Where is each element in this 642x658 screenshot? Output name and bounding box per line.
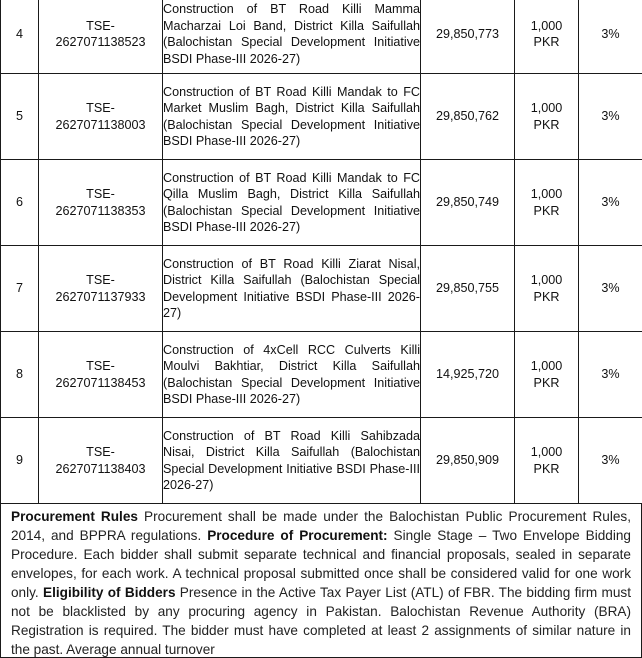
serial-number-cell: 5 [1,74,39,160]
tender-id-cell [39,332,163,418]
estimated-cost-cell: 29,850,762 [421,74,515,160]
tender-id-prefix: TSE- [39,444,162,461]
tender-id-number: 2627071138453 [39,375,162,392]
table-row [1,418,642,504]
work-description-cell: Construction of BT Road Killi Mamma Macharzai Loi Band, District Killa Saifullah (Balochistan Special Development Initiative BSDI Phase-III 2026-27) [163,0,421,74]
procedure-heading: Procedure of Procurement: [207,528,387,543]
procurement-rules-text: Procurement shall be made under the Balochistan Public Procurement Rules, 2014, and BPPRA regulations. [11,509,631,543]
tender-fee-amount: 1,000 [515,272,578,289]
tender-id-prefix: TSE- [39,272,162,289]
tender-id-number: 2627071138353 [39,203,162,220]
estimated-cost-cell: 29,850,755 [421,246,515,332]
serial-number-cell: 8 [1,332,39,418]
tender-id-prefix: TSE- [39,100,162,117]
tender-id-number: 2627071137933 [39,289,162,306]
work-description-cell: Construction of 4xCell RCC Culverts Killi Moulvi Bakhtiar, District Killa Saifullah (Balochistan Special Development Initiative BSDI Phase-III 2026-27) [163,332,421,418]
table-row [1,0,642,74]
procedure-text: Single Stage – Two Envelope Bidding Procedure. Each bidder shall submit separate technical and financial proposals, sealed in separate envelopes, for each work. A technical proposal submitted once shall be considered valid for one work only. [11,528,631,600]
tender-id-number: 2627071138523 [39,34,162,51]
estimated-cost-cell: 29,850,749 [421,160,515,246]
bid-security-cell: 3% [579,0,642,74]
bid-security-cell: 3% [579,246,642,332]
tender-fee-amount: 1,000 [515,444,578,461]
tender-fee-currency: PKR [515,34,578,51]
tender-fee-cell [515,418,579,504]
tender-id-prefix: TSE- [39,18,162,35]
estimated-cost-cell: 29,850,909 [421,418,515,504]
tender-fee-currency: PKR [515,203,578,220]
bid-security-cell: 3% [579,418,642,504]
eligibility-heading: Eligibility of Bidders [43,585,175,600]
serial-number-cell: 7 [1,246,39,332]
eligibility-text: Presence in the Active Tax Payer List (ATL) of FBR. The bidding firm must not be blacklisted by any procuring agency in Pakistan. Balochistan Revenue Authority (BRA) Registration is required. The bidder must have completed at least 2 assignments of similar nature in the past. Average annual turnover [11,585,631,657]
tender-id-prefix: TSE- [39,358,162,375]
estimated-cost-cell: 29,850,773 [421,0,515,74]
tender-fee-currency: PKR [515,461,578,478]
table-row [1,74,642,160]
tender-id-cell [39,246,163,332]
tender-fee-cell [515,246,579,332]
work-description-cell: Construction of BT Road Killi Ziarat Nisal, District Killa Saifullah (Balochistan Special Development Initiative BSDI Phase-III 2026-27) [163,246,421,332]
tender-fee-cell [515,74,579,160]
tender-id-cell [39,418,163,504]
work-description-cell: Construction of BT Road Killi Mandak to FC Qilla Muslim Bagh, District Killa Saifullah (Balochistan Special Development Initiative BSDI Phase-III 2026-27) [163,160,421,246]
tender-id-prefix: TSE- [39,186,162,203]
tender-id-cell [39,0,163,74]
tender-table-body [1,0,642,504]
tender-fee-currency: PKR [515,117,578,134]
table-row [1,246,642,332]
tender-fee-amount: 1,000 [515,18,578,35]
bid-security-cell: 3% [579,332,642,418]
tender-id-cell [39,160,163,246]
serial-number-cell: 4 [1,0,39,74]
tender-id-cell [39,74,163,160]
tender-fee-cell [515,332,579,418]
table-row [1,160,642,246]
procurement-rules-section [0,504,642,658]
tender-fee-currency: PKR [515,289,578,306]
work-description-cell: Construction of BT Road Killi Mandak to FC Market Muslim Bagh, District Killa Saifullah (Balochistan Special Development Initiative BSDI Phase-III 2026-27) [163,74,421,160]
tender-fee-amount: 1,000 [515,186,578,203]
bid-security-cell: 3% [579,160,642,246]
procurement-rules-heading: Procurement Rules [11,509,138,524]
work-description-cell: Construction of BT Road Killi Sahibzada Nisai, District Killa Saifullah (Balochistan Special Development Initiative BSDI Phase-III 2026-27) [163,418,421,504]
serial-number-cell: 9 [1,418,39,504]
estimated-cost-cell: 14,925,720 [421,332,515,418]
tender-fee-amount: 1,000 [515,100,578,117]
serial-number-cell: 6 [1,160,39,246]
tender-id-number: 2627071138003 [39,117,162,134]
tender-fee-cell [515,160,579,246]
tender-fee-currency: PKR [515,375,578,392]
tender-id-number: 2627071138403 [39,461,162,478]
tender-fee-amount: 1,000 [515,358,578,375]
bid-security-cell: 3% [579,74,642,160]
table-row [1,332,642,418]
tender-fee-cell [515,0,579,74]
